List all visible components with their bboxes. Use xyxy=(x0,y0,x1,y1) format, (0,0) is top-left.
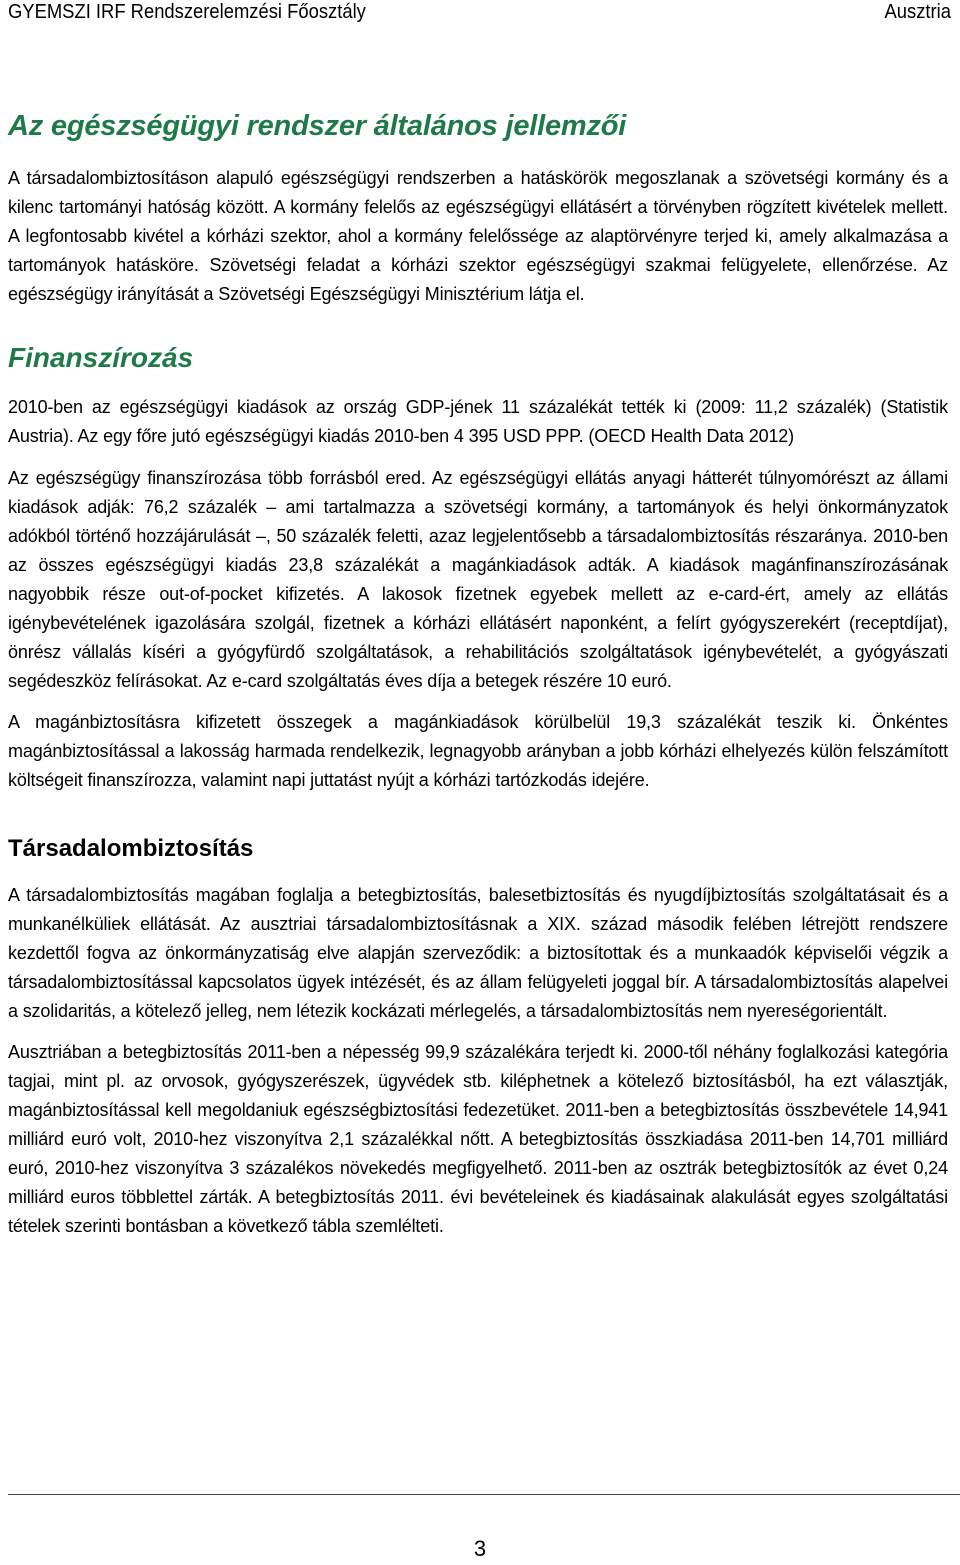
paragraph-social-insurance-2: Ausztriában a betegbiztosítás 2011-ben a népesség 99,9 százalékára terjedt ki. 2000-től néhány foglalkozási kategória tagjai, mint pl. az orvosok, gyógyszerészek, ügyvédek stb. kiléphetnek a kötelező biztosításból, ha ezt választják, magánbiztosítással kell megoldaniuk egészségbiztosítási fedezetüket. 2011-ben a betegbiztosítás összbevétele 14,941 milliárd euró volt, 2010-hez viszonyítva 2,1 százalékkal nőtt. A betegbiztosítás összkiadása 2011-ben 14,701 milliárd euró, 2010-hez viszonyítva 3 százalékos növekedés megfigyelhető. 2011-ben az osztrák betegbiztosítók az évet 0,24 milliárd euros többlettel zárták. A betegbiztosítás 2011. évi bevételeinek és kiadásainak alakulását egyes szolgáltatási tételek szerinti bontásban a következő tábla szemlélteti. xyxy=(8,1042,948,1236)
header-organization: GYEMSZI IRF Rendszerelemzési Főosztály xyxy=(8,1,366,23)
page-number: 3 xyxy=(473,1536,487,1561)
section-title-social-insurance: Társadalombiztosítás xyxy=(8,835,254,862)
section-title-financing: Finanszírozás xyxy=(8,342,194,373)
paragraph-social-insurance-1: A társadalombiztosítás magában foglalja a betegbiztosítás, balesetbiztosítás és nyugdíjbiztosítás szolgáltatásait és a munkanélküliek ellátását. Az ausztriai társadalombiztosításnak a XIX. század második felében létrejött rendszere kezdettől fogva az önkormányzatiság elve alapján szerveződik: a biztosítottak és a munkaadók képviselői végzik a társadalombiztosítással kapcsolatos ügyek intézését, és az állam felügyeleti joggal bír. A társadalombiztosítás alapelvei a szolidaritás, a kötelező jelleg, nem létezik kockázati mérlegelés, a társadalombiztosítás nem nyereségorientált. xyxy=(8,885,948,1021)
paragraph-financing-3: A magánbiztosításra kifizetett összegek a magánkiadások körülbelül 19,3 százalékát teszik ki. Önkéntes magánbiztosítással a lakosság harmada rendelkezik, legnagyobb arányban a jobb kórházi elhelyezés külön felszámított költségeit finanszírozza, valamint napi juttatást nyújt a kórházi tartózkodás idejére. xyxy=(8,712,948,790)
page-header xyxy=(8,0,951,28)
document-body xyxy=(8,108,948,1241)
section-title-general: Az egészségügyi rendszer általános jellemzői xyxy=(8,110,627,142)
paragraph-general-1: A társadalombiztosításon alapuló egészségügyi rendszerben a hatáskörök megoszlanak a szövetségi kormány és a kilenc tartományi hatóság között. A kormány felelős az egészségügyi ellátásért a törvényben rögzített kivételek mellett. A legfontosabb kivétel a kórházi szektor, ahol a kormány felelőssége az alaptörvényre terjed ki, amely alkalmazása a tartományok hatásköre. Szövetségi feladat a kórházi szektor egészségügyi szakmai felügyelete, ellenőrzése. Az egészségügy irányítását a Szövetségi Egészségügyi Minisztérium látja el. xyxy=(8,168,948,304)
paragraph-financing-2: Az egészségügy finanszírozása több forrásból ered. Az egészségügyi ellátás anyagi hátterét túlnyomórészt az állami kiadások adják: 76,2 százalék – ami tartalmazza a szövetségi kormány, a tartományok és helyi önkormányzatok adókból történő hozzájárulását –, 50 százalék feletti, azaz legjelentősebb a társadalombiztosítás részaránya. 2010-ben az összes egészségügyi kiadás 23,8 százalékát a magánkiadások adták. A kiadások magánfinanszírozásának nagyobbik része out-of-pocket kifizetés. A lakosok fizetnek egyebek mellett az e-card-ért, amely az ellátás igénybevételének igazolására szolgál, fizetnek a kórházi ellátásért naponként, a felírt gyógyszerekért (receptdíjat), önrész vállalás kíséri a gyógyfürdő szolgáltatások, a rehabilitációs szolgáltatások igénybevételét, a gyógyászati segédeszköz felírásokat. Az e-card szolgáltatás éves díja a betegek részére 10 euró. xyxy=(8,468,948,691)
header-country: Ausztria xyxy=(884,1,951,23)
paragraph-financing-1: 2010-ben az egészségügyi kiadások az ország GDP-jének 11 százalékát tették ki (2009: 11,2 százalék) (Statistik Austria). Az egy főre jutó egészségügyi kiadás 2010-ben 4 395 USD PPP. (OECD Health Data 2012) xyxy=(8,397,948,446)
footer-divider xyxy=(8,1494,960,1495)
